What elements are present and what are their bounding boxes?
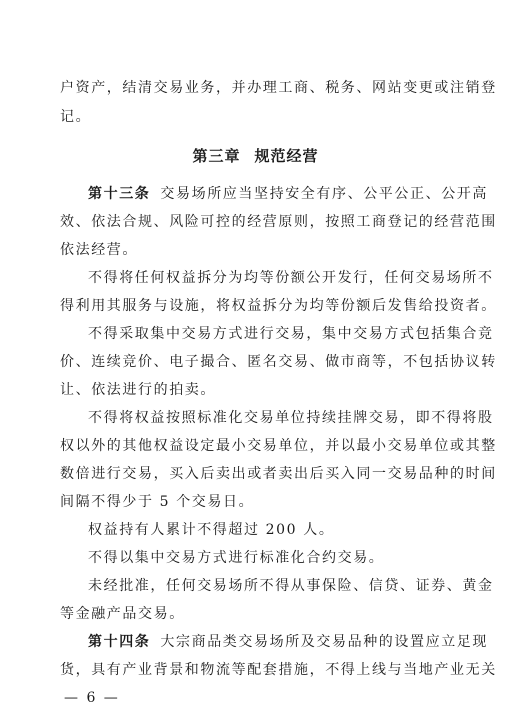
paragraph-line: 让、依法进行的拍卖。 [60, 382, 216, 398]
paragraph-line: 未经批准，任何交易场所不得从事保险、信贷、证券、黄金 [88, 578, 494, 594]
paragraph-line: 权以外的其他权益设定最小交易单位，并以最小交易单位或其整 [60, 438, 497, 454]
chapter-title: 规范经营 [254, 147, 319, 165]
paragraph-line: 价、连续竞价、电子撮合、匿名交易、做市商等，不包括协议转 [60, 354, 497, 370]
article-label: 第十四条 [88, 634, 151, 650]
article-text: 大宗商品类交易场所及交易品种的设置应立足现 [160, 634, 489, 650]
body-text-line: 依法经营。 [60, 242, 138, 258]
paragraph-line: 不得将任何权益拆分为均等份额公开发行，任何交易场所不 [88, 270, 494, 286]
article-14-first-line [60, 632, 489, 652]
paragraph-line: 等金融产品交易。 [60, 606, 185, 622]
body-text-line: 户资产，结清交易业务，并办理工商、税务、网站变更或注销登 [60, 80, 497, 96]
article-text: 交易场所应当坚持安全有序、公平公正、公开高 [160, 186, 489, 202]
article-label: 第十三条 [88, 186, 151, 202]
paragraph-line: 间隔不得少于 5 个交易日。 [60, 494, 255, 510]
body-text-line: 记。 [60, 109, 92, 125]
chapter-heading [0, 146, 511, 166]
paragraph-line: 数倍进行交易，买入后卖出或者卖出后买入同一交易品种的时间 [60, 466, 497, 482]
body-text-line: 效、依法合规、风险可控的经营原则，按照工商登记的经营范围 [60, 214, 497, 230]
page-number: — 6 — [64, 690, 120, 706]
paragraph-line: 不得采取集中交易方式进行交易，集中交易方式包括集合竞 [88, 326, 494, 342]
paragraph-line: 不得将权益按照标准化交易单位持续挂牌交易，即不得将股 [88, 410, 494, 426]
chapter-number: 第三章 [192, 147, 241, 165]
paragraph-line: 得利用其服务与设施，将权益拆分为均等份额后发售给投资者。 [60, 298, 497, 314]
article-13-first-line [60, 184, 489, 204]
body-text-line: 货，具有产业背景和物流等配套措施，不得上线与当地产业无关 [60, 662, 497, 678]
paragraph-line: 不得以集中交易方式进行标准化合约交易。 [88, 550, 385, 566]
paragraph-line: 权益持有人累计不得超过 200 人。 [88, 522, 335, 538]
